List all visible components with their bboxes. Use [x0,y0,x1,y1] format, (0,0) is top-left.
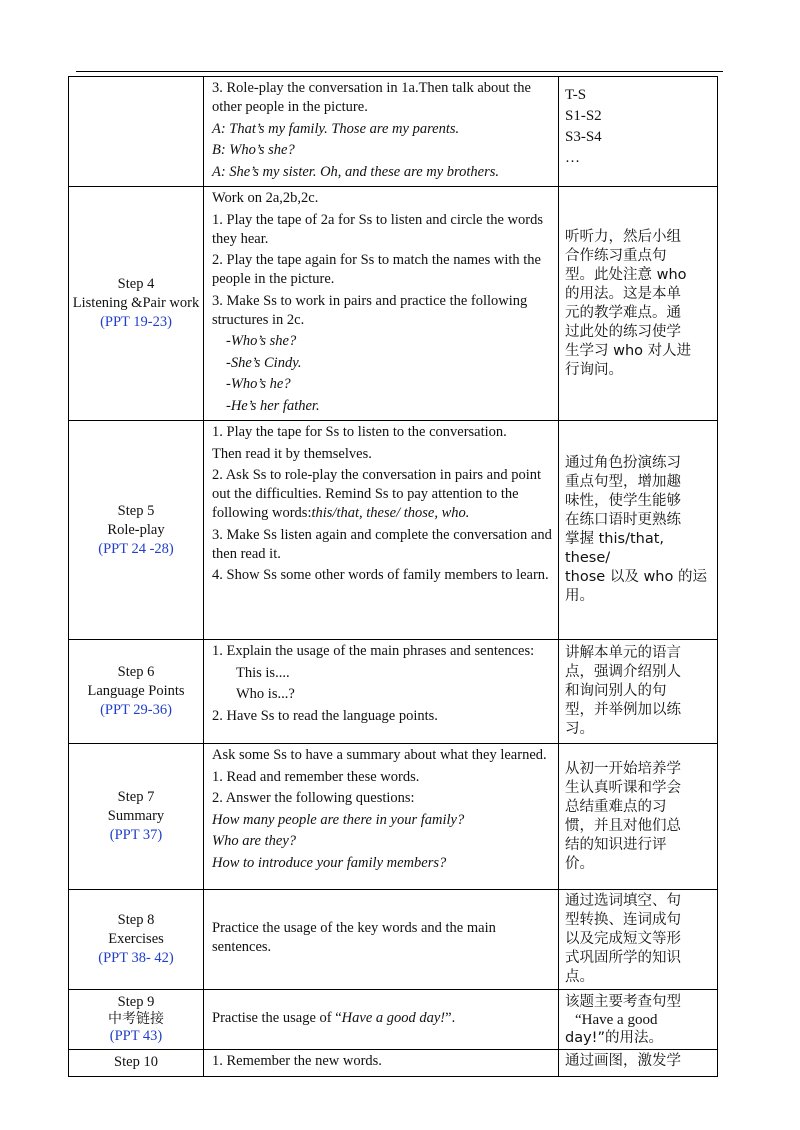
step-ppt: (PPT 24 -28) [98,540,174,557]
activity-keywords: this/that, these/ those, who. [311,505,470,521]
activity-line: Practice the usage of the key words and the main sentences. [212,920,496,956]
step-name: Exercises [108,931,164,947]
step-title: Step 5 [117,502,155,519]
activity-line: Then read it by themselves. [212,445,372,462]
activity-line: -Who’s she? [226,333,297,349]
notes-cell [559,640,718,744]
notes-cell [559,187,718,421]
table-row [69,1050,718,1077]
table-row [69,640,718,744]
activity-line: Ask some Ss to have a summary about what they learned. [212,747,547,763]
note-line: those 以及 who 的运 [565,569,707,585]
activity-line: Work on 2a,2b,2c. [212,190,319,206]
notes-cell [559,890,718,990]
table-row [69,77,718,187]
notes-cell [559,77,718,187]
step-cell [69,890,204,990]
step-cell [69,1050,204,1077]
step-title: Step 6 [117,664,155,680]
activity-cell [204,1050,559,1077]
step-name: Listening &Pair work [72,295,200,311]
note-line: 生认真听课和学会 [565,779,681,796]
note-line: 过此处的练习使学 [565,323,681,340]
step-ppt: (PPT 38- 42) [98,950,174,966]
note-line: 掌握 this/that, these/ [565,531,665,566]
step-title: Step 7 [117,789,155,805]
note-line: 点，强调介绍别人 [565,664,681,680]
activity-cell [204,890,559,990]
step-cell [69,744,204,890]
step-cell [69,990,204,1050]
activity-line: 2. Have Ss to read the language points. [212,707,438,724]
note-line: 价。 [565,855,594,872]
step-cell [69,421,204,640]
step-cell [69,187,204,421]
notes-cell [559,744,718,890]
note-line: 通过角色扮演练习 [565,455,681,471]
header-rule [76,71,723,72]
note-line: S3-S4 [565,129,602,145]
activity-text: ”. [445,1009,456,1026]
activity-line: 4. Show Ss some other words of family members to learn. [212,567,549,583]
note-line: 总结重难点的习 [565,798,667,815]
activity-line: -She’s Cindy. [226,354,302,371]
note-line: 味性，使学生能够 [565,493,681,509]
activity-line [212,1009,552,1028]
note-line: 该题主要考查句型 [565,993,681,1010]
step-name: 中考链接 [108,1011,164,1027]
activity-line: This is.... [236,664,290,681]
activity-cell [204,990,559,1050]
note-line: 从初一开始培养学 [565,760,681,777]
note-line: 合作练习重点句 [565,247,667,264]
activity-line: 3. Make Ss listen again and complete the conversation and then read it. [212,526,552,562]
note-line: 行询问。 [565,361,623,378]
notes-cell [559,421,718,640]
note-line: 习。 [565,721,594,737]
note-line: 的用法。这是本单 [565,285,681,302]
note-line: 结的知识进行评 [565,836,667,853]
note-line: 重点句型，增加趣 [565,474,681,490]
table-row [69,187,718,421]
activity-line: How to introduce your family members? [212,854,447,871]
activity-cell [204,77,559,187]
note-line: 惯，并且对他们总 [565,817,681,834]
note-line: 用。 [565,588,594,604]
step-title: Step 10 [114,1054,158,1071]
step-title: Step 4 [117,276,155,292]
step-ppt: (PPT 43) [109,1028,163,1044]
activity-line: 1. Remember the new words. [212,1053,382,1069]
activity-line: 2. Play the tape again for Ss to match the names with the people in the picture. [212,252,541,287]
activity-line: 1. Play the tape of 2a for Ss to listen and circle the words they hear. [212,211,544,247]
note-line: 通过画图，激发学 [565,1053,681,1069]
note-line: 和询问别人的句 [565,683,667,699]
note-line: 型转换、连词成句 [565,912,681,928]
note-line: 通过选词填空、句 [565,893,681,909]
note-line: 元的教学难点。通 [565,304,681,321]
activity-cell [204,187,559,421]
activity-line: A: That’s my family. Those are my parents. [212,120,460,137]
step-cell [69,640,204,744]
note-line: “Have a good [575,1011,658,1028]
note-line: 式巩固所学的知识 [565,950,681,966]
activity-text: 2. Ask Ss to role-play the conversation in pairs and point out the difficulties. Remind Ss to pay attention to the following words: [212,467,542,521]
activity-text: Practise the usage of “ [212,1009,342,1026]
activity-keywords: Have a good day! [341,1009,446,1026]
activity-line: -Who’s he? [226,376,291,392]
note-line: … [565,150,580,166]
note-line: 在练口语时更熟练 [565,512,681,528]
activity-line: 2. Answer the following questions: [212,790,415,806]
lesson-plan-table [68,76,718,1077]
activity-line: Who is...? [236,686,295,702]
activity-line: How many people are there in your family? [212,811,465,828]
step-name: Language Points [87,683,185,699]
activity-line [212,466,552,523]
note-line: 听听力，然后小组 [565,228,681,245]
note-line: 讲解本单元的语言 [565,645,681,661]
table-row [69,421,718,640]
note-line: S1-S2 [565,108,602,124]
activity-line: 1. Play the tape for Ss to listen to the conversation. [212,424,507,440]
step-name: Role-play [107,521,165,538]
step-name: Summary [107,808,165,824]
table-row [69,990,718,1050]
table-row [69,890,718,990]
step-ppt: (PPT 37) [109,827,163,843]
step-ppt: (PPT 29-36) [100,702,172,718]
notes-cell [559,990,718,1050]
activity-cell [204,744,559,890]
note-line: T-S [565,87,587,103]
note-line: 生学习 who 对人进 [565,342,692,359]
activity-line: 1. Explain the usage of the main phrases and sentences: [212,643,535,659]
notes-cell [559,1050,718,1077]
activity-line: B: Who’s she? [212,142,295,158]
activity-cell [204,640,559,744]
step-title: Step 9 [117,994,155,1010]
step-cell [69,77,204,187]
table-row [69,744,718,890]
step-title: Step 8 [117,912,155,928]
activity-line: 1. Read and remember these words. [212,768,420,785]
activity-line: Who are they? [212,833,297,849]
note-line: 点。 [565,969,594,985]
activity-line: A: She’s my sister. Oh, and these are my brothers. [212,163,500,180]
activity-line: 3. Make Ss to work in pairs and practice the following structures in 2c. [212,292,528,328]
note-line: 型，并举例加以练 [565,702,681,718]
note-line: 型。此处注意 who [565,266,687,283]
step-ppt: (PPT 19-23) [100,314,172,330]
activity-line: -He’s her father. [226,397,320,414]
activity-cell [204,421,559,640]
activity-line: 3. Role-play the conversation in 1a.Then talk about the other people in the picture. [212,80,531,115]
note-line: 以及完成短文等形 [565,931,681,947]
note-line: day!”的用法。 [565,1029,663,1046]
